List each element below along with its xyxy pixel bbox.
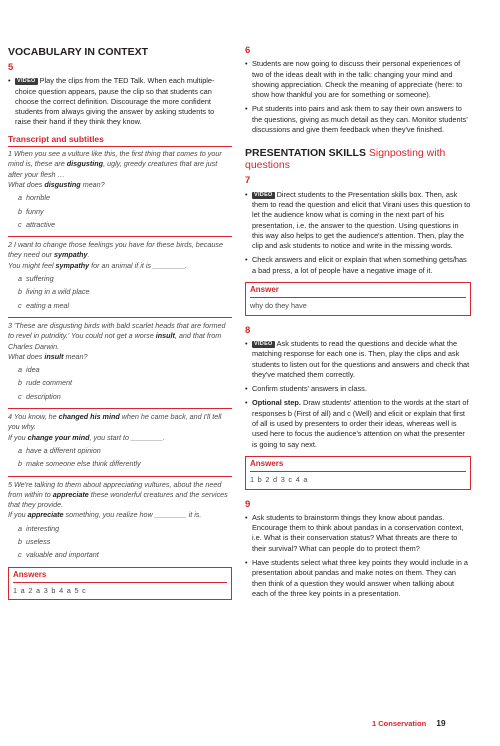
question-5-ask: If you appreciate something, you realize how ________ it is.: [8, 510, 202, 520]
page-number: 19: [436, 718, 446, 728]
answer-title: Answer: [250, 285, 466, 298]
page-footer: [372, 718, 446, 728]
bullet-sec5: [8, 76, 232, 127]
answer-text: why do they have: [250, 301, 307, 311]
section-number-5: 5: [8, 62, 14, 73]
answers-box-5: [8, 567, 232, 601]
question-1-ask: What does disgusting mean?: [8, 179, 105, 189]
chapter-label: 1 Conservation: [372, 719, 427, 728]
bullet-sec7-1: • VIDEO Direct students to the Presentation skills box. Then, ask them to read the question and elicit that Virani uses this question to let the audience know what is coming in the next part of his presentation, i.e. the answer to the question. Using questions in this way also helps to get the audience's attention. Then, play the clip and ask students to notice and write in the missing words.: [245, 190, 471, 252]
section-number-8: 8: [245, 324, 251, 336]
video-icon: VIDEO: [17, 78, 36, 85]
question-5: 5 We're talking to them about appreciating vultures, about the need from within to appreciate these wonderful creatures and the services that they provide.: [8, 476, 232, 511]
question-4-ask: If you change your mind, you start to ________.: [8, 432, 166, 442]
left-column: [8, 46, 232, 600]
answers-box-8: [245, 456, 471, 490]
answers-text: 1 a 2 a 3 b 4 a 5 c: [13, 585, 87, 595]
bullet-sec7-2: • Check answers and elicit or explain that when something gets/has a bad press, a lot of people have a negative image of it.: [245, 255, 471, 276]
video-icon: VIDEO: [254, 191, 273, 198]
bullet-sec8-1: • VIDEO Ask students to read the questions and decide what the matching response for each one is. Then, play the clips and ask students to listen out for the questions and answers and check that they've matched them correctly.: [245, 339, 471, 380]
option: a horrible: [18, 193, 50, 203]
option: c valuable and important: [18, 550, 99, 560]
section-number-7: 7: [245, 175, 251, 187]
option: c attractive: [18, 219, 56, 229]
option: b living in a wild place: [18, 287, 90, 297]
answer-box-7: [245, 282, 471, 316]
option: b rude comment: [18, 378, 72, 388]
section-title-presentation: PRESENTATION SKILLS Signposting with questions: [245, 147, 446, 172]
option: b funny: [18, 206, 44, 216]
bullet-sec6-1: • Students are now going to discuss their personal experiences of two of the ideas dealt with in the talk: changing your mind and showing appreciation. Check the meaning of appreciate (here: to show how thankful you are for something or someone).: [245, 59, 471, 100]
option: a idea: [18, 365, 40, 375]
option: b useless: [18, 536, 51, 546]
option: c description: [18, 391, 61, 401]
transcript-heading: Transcript and subtitles: [8, 134, 232, 147]
option: b make someone else think differently: [18, 459, 141, 469]
section-title-vocabulary: VOCABULARY IN CONTEXT: [8, 46, 149, 58]
question-3: 3 'These are disgusting birds with bald scarlet heads that are formed to revel in putridity.' You could not get a worse insult, and that from Charles Darwin.: [8, 317, 232, 352]
option: a have a different opinion: [18, 445, 101, 455]
answers-text: 1 b 2 d 3 c 4 a: [250, 475, 309, 485]
answers-title: Answers: [250, 459, 466, 472]
option: c eating a meal: [18, 300, 70, 310]
question-2: 2 I want to change those feelings you have for these birds, because they need our sympathy.: [8, 236, 232, 261]
bullet-sec8-2: • Confirm students' answers in class.: [245, 384, 471, 394]
option: a suffering: [18, 274, 54, 284]
answers-title: Answers: [13, 570, 227, 583]
bullet-text: Play the clips from the TED Talk. When each multiple-choice question appears, pause the clip so that students can choose the correct definition. Discourage the more confident students from always giving the answer by asking students to raise their hand if they think they know.: [15, 76, 215, 127]
option: a interesting: [18, 523, 60, 533]
bullet-sec9-1: • Ask students to brainstorm things they know about pandas. Encourage them to think about pandas in a conservation context, i.e. What is their conservation status? What threats are there to their survival? What can people do to protect them?: [245, 513, 471, 554]
right-column: [245, 46, 471, 603]
bullet-sec6-2: • Put students into pairs and ask them to say their own answers to the questions, giving as much detail as they can. Monitor students' discussions and give them feedback when they've finished.: [245, 104, 471, 135]
question-2-ask: You might feel sympathy for an animal if it is ________.: [8, 260, 187, 270]
bullet-sec9-2: • Have students select what three key points they would include in a presentation about pandas and make notes on them. They can then think of a question they would answer when talking about each of the three key points in a presentation.: [245, 558, 471, 599]
section-number-6: 6: [245, 45, 251, 56]
section-number-9: 9: [245, 498, 251, 510]
video-icon: VIDEO: [254, 340, 273, 347]
bullet-sec8-3: • Optional step. Draw students' attention to the words at the start of responses b (First of all) and c (Well) and elicit or explain that first of all is used by presenters to order their ideas, whereas well is used here to focus the audience's attention on what the presenter is going to say next.: [245, 398, 471, 449]
question-4: 4 You know, he changed his mind when he came back, and I'll tell you why.: [8, 408, 232, 433]
question-3-ask: What does insult mean?: [8, 351, 88, 361]
question-1: 1 When you see a vulture like this, the first thing that comes to your mind is, these are disgusting, ugly, greedy creatures that are just after your flesh …: [8, 149, 222, 179]
